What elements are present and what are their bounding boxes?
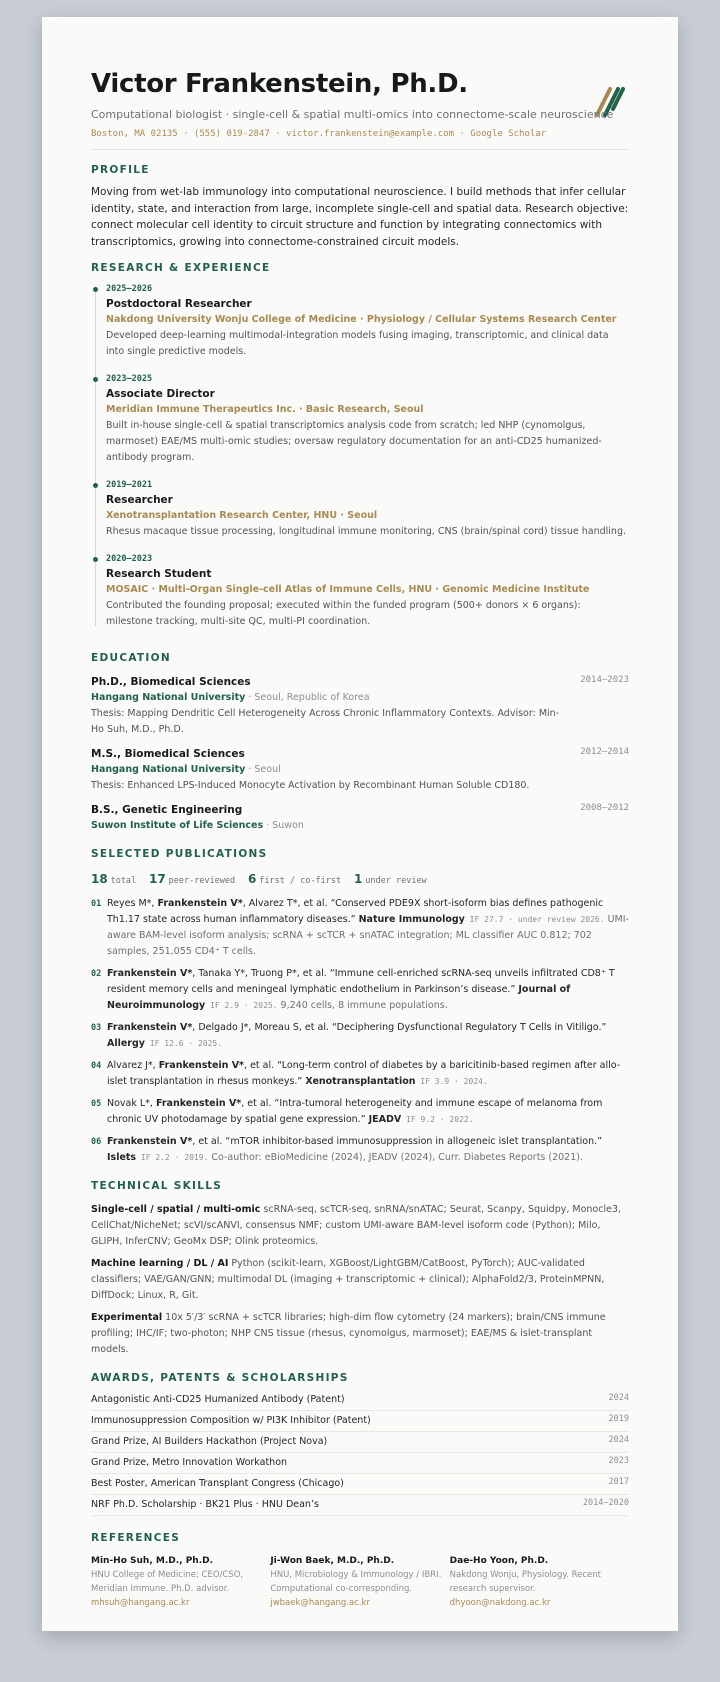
divider <box>91 149 629 150</box>
stat-first-author-count: 6 <box>248 872 257 886</box>
education-thesis: Thesis: Mapping Dendritic Cell Heterogeneity Across Chronic Inflammatory Contexts. Advisor: Min-Ho Suh, M.D., Ph.D. <box>91 708 560 735</box>
reference-desc: Nakdong Wonju, Physiology. Recent research supervisor. <box>449 1570 601 1594</box>
profile-text: Moving from wet-lab immunology into computational neuroscience. I build methods that infer cellular identity, state, and interaction from large, incomplete single-cell and spatial data. Research objective: connect molecular cell identity to circuit structure and function by integrating connectomics with transcriptomics, growing into connectome-constrained circuit models. <box>91 186 629 248</box>
skill-category: Single-cell / spatial / multi-omic <box>91 1204 261 1215</box>
experience-org: Nakdong University Wonju College of Medicine · Physiology / Cellular Systems Research Center <box>106 314 617 325</box>
publication-authors: Alvarez J*, <box>107 1060 159 1071</box>
publication-item <box>91 1020 629 1052</box>
education-degree: Ph.D., Biomedical Sciences <box>91 676 251 688</box>
publication-number: 06 <box>91 1137 102 1147</box>
stat-total-label: total <box>110 876 137 886</box>
award-year: 2024 <box>608 1435 629 1445</box>
publication-self-author: Frankenstein V* <box>157 898 243 909</box>
timeline-dot <box>93 483 98 488</box>
education-degree: B.S., Genetic Engineering <box>91 804 243 816</box>
publication-note: UMI-aware BAM-level isoform analysis; scRNA + scTCR + snATAC integration; ML classifier AUC 0.812; 702 samples, 251,055 CD4⁺ T cells. <box>107 914 629 957</box>
skill-item <box>91 1202 629 1250</box>
reference-desc: HNU College of Medicine; CEO/CSO, Meridian Immune. Ph.D. advisor. <box>91 1570 244 1594</box>
experience-item <box>106 372 629 466</box>
publication-title: , et al. “Long-term control of diabetes by a baricitinib-based regimen after allo-islet transplantation in rhesus monkeys.” <box>107 1060 621 1087</box>
publication-journal: Nature Immunology <box>358 914 465 925</box>
section-title-publications: SELECTED PUBLICATIONS <box>91 848 268 860</box>
award-year: 2014–2020 <box>582 1498 629 1508</box>
publication-meta: IF 3.9 · 2024. <box>415 1077 488 1086</box>
experience-item <box>106 282 629 360</box>
publication-meta: IF 2.2 · 2019. <box>136 1153 209 1162</box>
skill-item <box>91 1310 629 1358</box>
publication-note: Co-author: eBioMedicine (2024), JEADV (2024), Curr. Diabetes Reports (2021). <box>208 1152 583 1163</box>
school-name: Suwon Institute of Life Sciences <box>91 820 264 831</box>
publication-item <box>91 1096 629 1128</box>
award-year: 2024 <box>608 1393 629 1403</box>
timeline-dot <box>93 287 98 292</box>
experience-desc: Developed deep-learning multimodal-integration models fusing imaging, transcriptomic, and clinical data into single predictive models. <box>106 330 609 357</box>
awards-list <box>91 1390 629 1516</box>
publication-self-author: Frankenstein V* <box>107 1022 193 1033</box>
experience-role: Research Student <box>106 568 212 580</box>
experience-desc: Built in-house single-cell & spatial transcriptomics analysis code from scratch; led NHP (cynomolgus, marmoset) EAE/MS multi-omic studies; oversaw regulatory documentation for an anti-CD25 humanized-antibody program. <box>106 420 602 463</box>
award-item <box>91 1411 629 1432</box>
resume-content <box>91 65 629 1610</box>
publication-title: , et al. “mTOR inhibitor-based immunosuppression in allogeneic islet transplantation.” <box>192 1136 603 1147</box>
experience-date: 2020–2023 <box>106 554 153 564</box>
candidate-name: Victor Frankenstein, Ph.D. <box>91 69 468 99</box>
resume-page <box>42 17 678 1631</box>
publication-title: , Tanaka Y*, Truong P*, et al. “Immune cell-enriched scRNA-seq unveils infiltrated CD8⁺ T resident memory cells and meningeal lymphatic endothelium in Parkinson’s disease.” <box>107 968 615 995</box>
skill-list: scRNA-seq, scTCR-seq, snRNA/snATAC; Seurat, Scanpy, Squidpy, Monocle3, CellChat/NicheNet; scVI/scANVI, consensus NMF; custom UMI-aware BAM-level isoform code (Python); Milo, GLIPH, InferCNV; GeoMx DSP; Olink proteomics. <box>91 1204 622 1247</box>
stat-peer-reviewed-label: peer-reviewed <box>168 876 236 886</box>
award-name: Best Poster, American Transplant Congress (Chicago) <box>91 1478 344 1489</box>
section-title-experience: RESEARCH & EXPERIENCE <box>91 262 271 274</box>
publication-stats <box>91 870 629 890</box>
stat-first-author-label: first / co-first <box>259 876 342 886</box>
skill-list: 10x 5′/3′ scRNA + scTCR libraries; high-dim flow cytometry (24 markers); brain/CNS immune profiling; IHC/IF; two-photon; NHP CNS tissue (rhesus, cynomolgus, marmoset); EAE/MS & islet-transplant models. <box>91 1312 606 1355</box>
award-name: Grand Prize, AI Builders Hackathon (Project Nova) <box>91 1436 328 1447</box>
award-year: 2017 <box>608 1477 629 1487</box>
publication-note: 9,240 cells, 8 immune populations. <box>277 1000 448 1011</box>
award-item <box>91 1495 629 1516</box>
reference-item <box>91 1554 270 1610</box>
publication-self-author: Frankenstein V* <box>158 1060 245 1071</box>
experience-item <box>106 478 629 540</box>
stat-peer-reviewed-count: 17 <box>149 872 166 886</box>
experience-date: 2019–2021 <box>106 480 153 490</box>
education-years: 2008–2012 <box>580 803 629 813</box>
experience-date: 2023–2025 <box>106 374 153 384</box>
publication-journal: Allergy <box>107 1038 145 1049</box>
publication-item <box>91 1058 629 1090</box>
publication-number: 01 <box>91 899 102 909</box>
section-title-education: EDUCATION <box>91 652 171 664</box>
school-name: Hangang National University <box>91 692 246 703</box>
publication-title: , et al. “Intra-tumoral heterogeneity and immune escape of melanoma from chronic UV photodamage by spatial gene expression.” <box>107 1098 603 1125</box>
experience-role: Researcher <box>106 494 173 506</box>
reference-email-link[interactable]: jwbaek@hangang.ac.kr <box>270 1598 370 1608</box>
publication-self-author: Frankenstein V* <box>155 1098 242 1109</box>
award-item <box>91 1453 629 1474</box>
publication-journal: Xenotransplantation <box>305 1076 416 1087</box>
award-name: Immunosuppression Composition w/ PI3K Inhibitor (Patent) <box>91 1415 371 1426</box>
publication-item <box>91 966 629 1014</box>
reference-name: Min-Ho Suh, M.D., Ph.D. <box>91 1556 214 1566</box>
experience-item <box>106 552 629 630</box>
skill-list: Python (scikit-learn, XGBoost/LightGBM/CatBoost, PyTorch); AUC-validated classifiers; VAE/GAN/GNN; multimodal DL (imaging + transcriptomic + clinical); AlphaFold2/3, ProteinMPNN, DiffDock; Linux, R, Git. <box>91 1258 605 1301</box>
education-school <box>91 818 629 834</box>
award-name: NRF Ph.D. Scholarship · BK21 Plus · HNU Dean’s <box>91 1499 319 1510</box>
school-location: · Seoul <box>245 764 281 775</box>
education-thesis: Thesis: Enhanced LPS-Induced Monocyte Activation by Recombinant Human Soluble CD180. <box>91 780 530 791</box>
experience-date: 2025–2026 <box>106 284 153 294</box>
skill-item <box>91 1256 629 1304</box>
skill-category: Experimental <box>91 1312 163 1323</box>
publication-title: , Alvarez T*, et al. “Conserved PDE9X short-isoform bias defines pathogenic Th1.17 state across human inflammatory diseases.” <box>107 898 604 925</box>
publication-meta: IF 2.9 · 2025. <box>205 1001 278 1010</box>
contact-line[interactable]: Boston, MA 02135 · (555) 019-2847 · victor.frankenstein@example.com · Google Scholar <box>91 129 547 139</box>
stat-total-count: 18 <box>91 872 108 886</box>
publication-item <box>91 1134 629 1166</box>
education-degree: M.S., Biomedical Sciences <box>91 748 245 760</box>
experience-desc: Contributed the founding proposal; executed within the funded program (500+ donors × 6 organs): milestone tracking, multi-site QC, multi-PI coordination. <box>106 600 581 627</box>
award-item <box>91 1474 629 1495</box>
experience-org: MOSAIC · Multi-Organ Single-cell Atlas of Immune Cells, HNU · Genomic Medicine Institute <box>106 584 590 595</box>
publication-number: 03 <box>91 1023 102 1033</box>
award-year: 2019 <box>608 1414 629 1424</box>
publication-journal: Journal of Neuroimmunology <box>107 984 571 1011</box>
skill-category: Machine learning / DL / AI <box>91 1258 229 1269</box>
section-title-awards: AWARDS, PATENTS & SCHOLARSHIPS <box>91 1372 349 1384</box>
education-item <box>91 802 629 834</box>
publication-number: 02 <box>91 969 102 979</box>
school-location: · Seoul, Republic of Korea <box>245 692 370 703</box>
school-location: · Suwon <box>263 820 304 831</box>
experience-desc: Rhesus macaque tissue processing, longitudinal immune monitoring, CNS (brain/spinal cord) tissue handling. <box>106 526 626 537</box>
school-name: Hangang National University <box>91 764 246 775</box>
reference-email-link[interactable]: mhsuh@hangang.ac.kr <box>91 1598 190 1608</box>
section-title-profile: PROFILE <box>91 164 150 176</box>
publication-meta: IF 12.6 · 2025. <box>145 1039 223 1048</box>
reference-item <box>270 1554 449 1610</box>
stat-under-review-label: under review <box>365 876 427 886</box>
award-name: Antagonistic Anti-CD25 Humanized Antibody (Patent) <box>91 1394 345 1405</box>
tagline: Computational biologist · single-cell & spatial multi-omics into connectome-scale neuroscience <box>91 108 614 121</box>
reference-desc: HNU, Microbiology & Immunology / IBRI. Computational co-corresponding. <box>270 1570 442 1594</box>
education-years: 2012–2014 <box>580 747 629 757</box>
publication-authors: Reyes M*, <box>107 898 158 909</box>
publication-authors: Novak L*, <box>107 1098 156 1109</box>
award-item <box>91 1390 629 1411</box>
publication-self-author: Frankenstein V* <box>107 1136 193 1147</box>
experience-timeline <box>91 282 629 630</box>
stat-under-review-count: 1 <box>354 872 363 886</box>
publication-meta: IF 9.2 · 2022. <box>401 1115 474 1124</box>
publication-title: , Delgado J*, Moreau S, et al. “Deciphering Dysfunctional Regulatory T Cells in Vitiligo.” <box>192 1022 607 1033</box>
section-title-skills: TECHNICAL SKILLS <box>91 1180 223 1192</box>
publication-journal: JEADV <box>368 1114 402 1125</box>
education-years: 2014–2023 <box>580 675 629 685</box>
experience-org: Xenotransplantation Research Center, HNU · Seoul <box>106 510 378 521</box>
education-item <box>91 674 629 738</box>
publication-item <box>91 896 629 960</box>
experience-role: Postdoctoral Researcher <box>106 298 252 310</box>
experience-org: Meridian Immune Therapeutics Inc. · Basic Research, Seoul <box>106 404 424 415</box>
education-school <box>91 762 629 778</box>
award-year: 2023 <box>608 1456 629 1466</box>
education-item <box>91 746 629 794</box>
award-name: Grand Prize, Metro Innovation Workathon <box>91 1457 288 1468</box>
reference-email-link[interactable]: dhyoon@nakdong.ac.kr <box>449 1598 551 1608</box>
references-list <box>91 1554 629 1610</box>
reference-name: Ji-Won Baek, M.D., Ph.D. <box>270 1556 395 1566</box>
timeline-rail <box>95 286 96 626</box>
section-title-references: REFERENCES <box>91 1532 181 1544</box>
publication-journal: Islets <box>107 1152 137 1163</box>
publication-number: 04 <box>91 1061 102 1071</box>
publication-meta: IF 27.7 · under review 2026. <box>464 915 605 924</box>
experience-role: Associate Director <box>106 388 215 400</box>
timeline-dot <box>93 557 98 562</box>
reference-item <box>450 1554 629 1610</box>
education-school <box>91 690 629 706</box>
award-item <box>91 1432 629 1453</box>
reference-name: Dae-Ho Yoon, Ph.D. <box>449 1556 549 1566</box>
publication-number: 05 <box>91 1099 102 1109</box>
timeline-dot <box>93 377 98 382</box>
publication-self-author: Frankenstein V* <box>107 968 193 979</box>
